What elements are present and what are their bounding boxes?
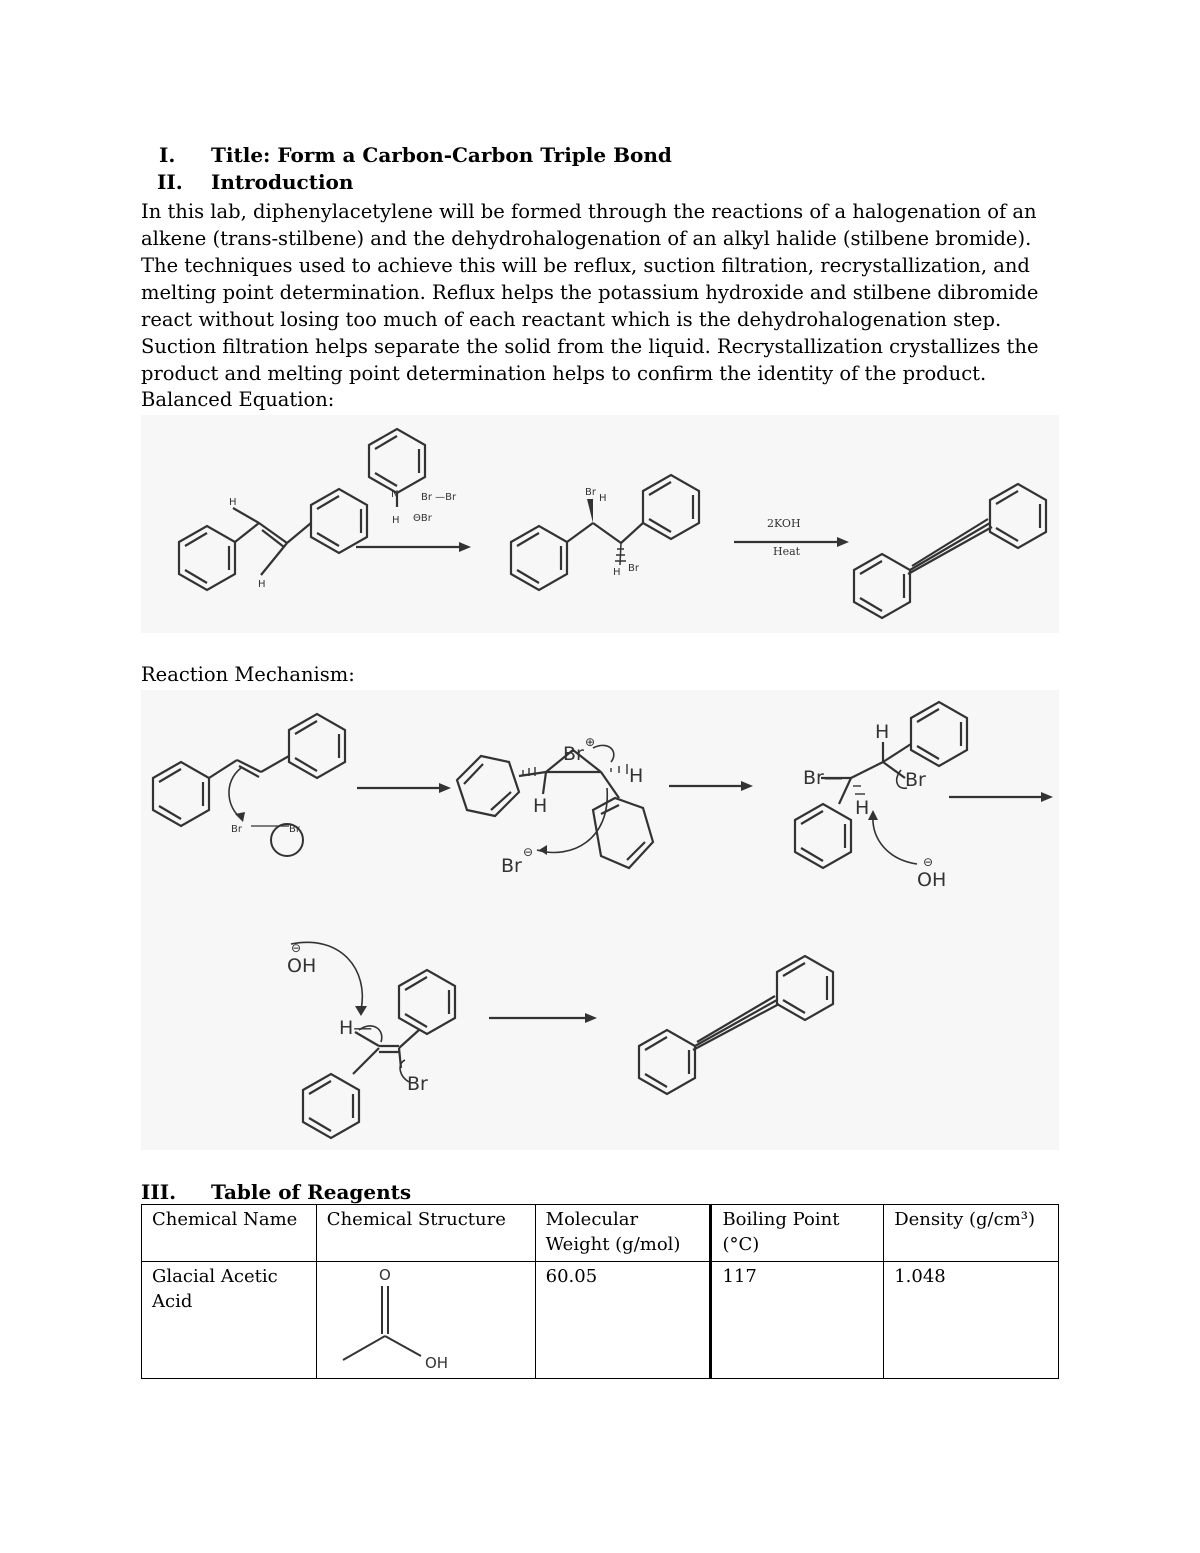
charge-label: ⊖ (291, 941, 302, 955)
benzene-ring-icon (854, 554, 910, 618)
bromide-anion-label: ΘBr (413, 513, 432, 524)
benzene-ring-icon (911, 702, 967, 766)
chemical-name-cell: Glacial Acetic Acid (142, 1262, 317, 1379)
table-row (142, 1262, 1059, 1379)
benzene-ring-icon (399, 970, 455, 1034)
atom-label: H (229, 497, 237, 508)
table-header-row (142, 1205, 1059, 1262)
charge-label: ⊖ (923, 855, 934, 869)
section-number: III. (141, 1180, 177, 1204)
section-title: Title: Form a Carbon-Carbon Triple Bond (211, 143, 672, 167)
balanced-equation-figure (141, 415, 1059, 633)
atom-label: H (875, 721, 890, 743)
chemical-structure-cell (316, 1262, 535, 1379)
table-header-cell: Chemical Name (142, 1205, 317, 1262)
benzene-ring-icon (643, 475, 699, 539)
boiling-point-cell: 117 (711, 1262, 884, 1379)
atom-label: Br (289, 824, 300, 835)
section-heading-title (141, 142, 841, 168)
benzene-ring-icon (289, 714, 345, 778)
atom-label: Br (905, 769, 926, 791)
atom-label: H (599, 493, 607, 504)
density-cell: 1.048 (884, 1262, 1059, 1379)
atom-label: H (855, 797, 870, 819)
reaction-mechanism-label: Reaction Mechanism: (141, 663, 355, 686)
atom-label: OH (424, 1354, 448, 1372)
acetic-acid-structure (333, 1264, 473, 1372)
atom-label: Br (585, 487, 596, 498)
atom-label: H (392, 515, 400, 526)
section-title: Table of Reagents (211, 1180, 412, 1204)
benzene-ring-icon (457, 756, 519, 816)
benzene-ring-icon (153, 762, 209, 826)
section-heading-introduction (141, 169, 841, 195)
benzene-ring-icon (311, 489, 367, 553)
atom-label: H (258, 579, 266, 590)
benzene-ring-icon (593, 798, 653, 868)
benzene-ring-icon (303, 1074, 359, 1138)
charge-label: ⊖ (523, 845, 534, 859)
benzene-ring-icon (639, 1030, 695, 1094)
atom-label: H (533, 795, 548, 817)
atom-label: H— (339, 1017, 373, 1039)
reagent-label: 2KOH (767, 517, 801, 530)
reagents-table (141, 1204, 1059, 1379)
table-header-cell: Boiling Point (°C) (711, 1205, 884, 1262)
introduction-paragraph: In this lab, diphenylacetylene will be formed through the reactions of a halogenation of an alkene (trans-stilbene) and the dehydrohalogenation of an alkyl halide (stilbene bromide). The techniques used to achieve this will be reflux, suction filtration, recrystallization, and melting point determination. Reflux helps the potassium hydroxide and stilbene dibromide react without losing too much of each reactant which is the dehydrohalogenation step. Suction filtration helps separate the solid from the liquid. Recrystallization crystallizes the product and melting point determination helps to confirm the identity of the product. (141, 200, 1039, 385)
atom-label: Br (628, 563, 639, 574)
atom-label: O (378, 1266, 391, 1284)
atom-label: Br (563, 743, 584, 765)
benzene-ring-icon (179, 526, 235, 590)
balanced-equation-label: Balanced Equation: (141, 388, 335, 411)
atom-label: OH (287, 955, 317, 977)
bromine-molecule-label: Br —Br (421, 492, 457, 503)
section-number: II. (157, 170, 183, 194)
section-number: I. (159, 143, 176, 167)
atom-label: OH (917, 869, 947, 891)
atom-label: N (391, 489, 399, 500)
atom-label: Br (501, 855, 522, 877)
atom-label: Br— (803, 767, 843, 789)
pyridine-ring-icon (369, 429, 425, 493)
atom-label: H (613, 567, 621, 578)
atom-label: H (629, 765, 644, 787)
table-header-cell: Density (g/cm³) (884, 1205, 1059, 1262)
benzene-ring-icon (795, 804, 851, 868)
atom-label: Br (231, 824, 242, 835)
section-title: Introduction (211, 170, 354, 194)
charge-label: ⊕ (585, 735, 596, 749)
reaction-mechanism-figure (141, 690, 1059, 1150)
benzene-ring-icon (777, 956, 833, 1020)
section-heading-reagents (141, 1179, 841, 1205)
condition-label: Heat (773, 545, 801, 558)
table-header-cell: Molecular Weight (g/mol) (535, 1205, 711, 1262)
benzene-ring-icon (511, 526, 567, 590)
atom-label: Br (407, 1073, 428, 1095)
benzene-ring-icon (990, 484, 1046, 548)
molecular-weight-cell: 60.05 (535, 1262, 711, 1379)
table-header-cell: Chemical Structure (316, 1205, 535, 1262)
